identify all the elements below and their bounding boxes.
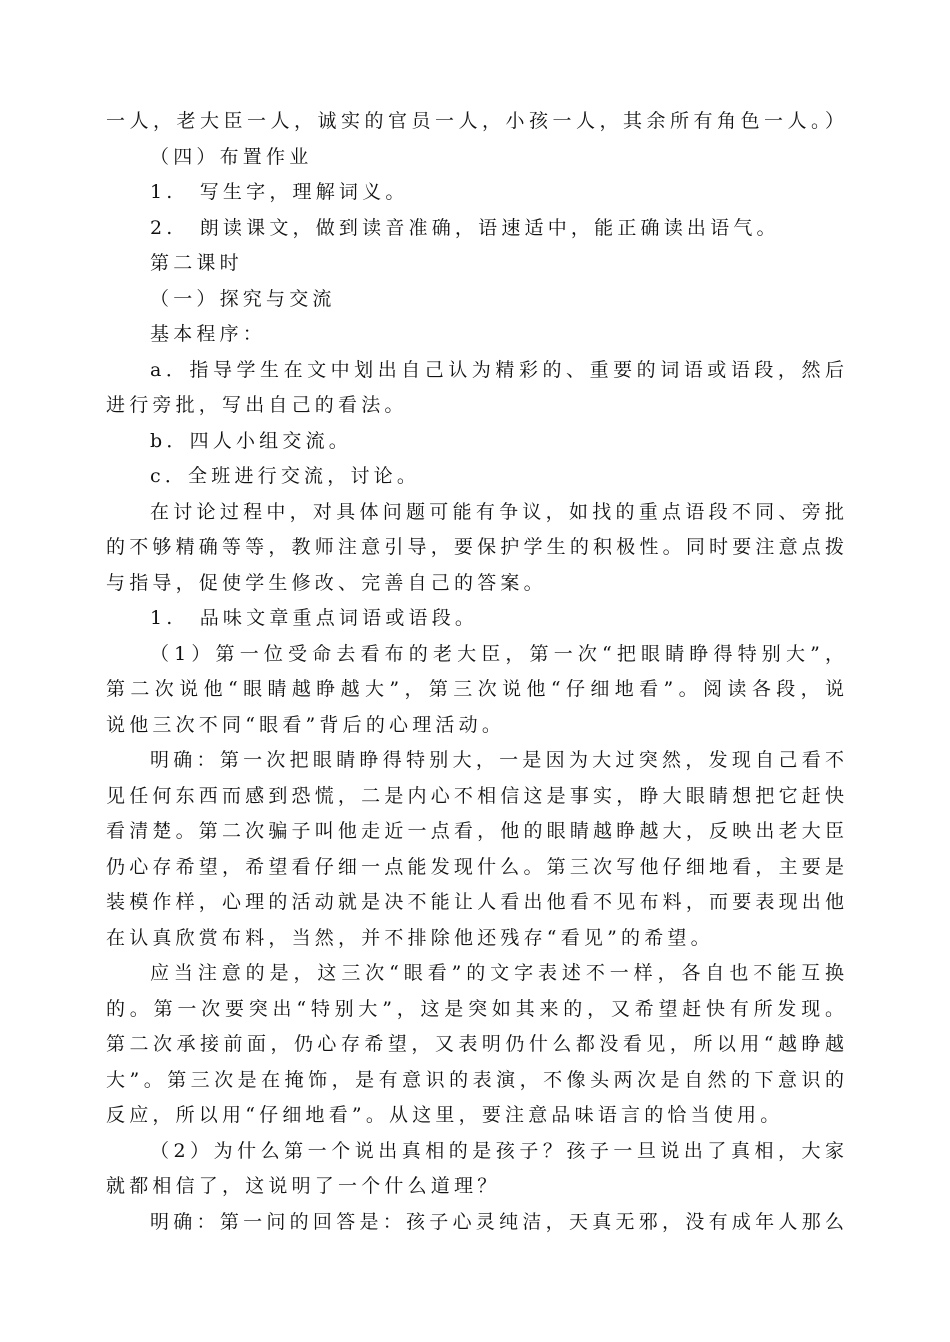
text-line: 基本程序： xyxy=(150,323,267,345)
text-line: 仍心存希望，希望看仔细一点能发现什么。第三次写他仔细地看，主要是 xyxy=(106,855,846,878)
text-line: 2. 朗读课文，做到读音准确，语速适中，能正确读出语气。 xyxy=(150,216,780,239)
text-line: 反应，所以用“仔细地看”。从这里，要注意品味语言的恰当使用。 xyxy=(106,1104,784,1126)
text-line: 在讨论过程中，对具体问题可能有争议，如找的重点语段不同、旁批 xyxy=(150,500,846,523)
text-line: （一）探究与交流 xyxy=(150,287,336,310)
text-line: a．指导学生在文中划出自己认为精彩的、重要的词语或语段，然后 xyxy=(150,358,846,381)
text-line: 大”。第三次是在掩饰，是有意识的表演，不像头两次是自然的下意识的 xyxy=(106,1068,846,1091)
text-line: 进行旁批，写出自己的看法。 xyxy=(106,394,408,416)
text-line: （1）第一位受命去看布的老大臣，第一次“把眼睛睁得特别大”， xyxy=(150,642,846,665)
text-line: c．全班进行交流，讨论。 xyxy=(150,465,421,487)
text-line: 就都相信了，这说明了一个什么道理？ xyxy=(106,1175,501,1197)
text-line: 的不够精确等等，教师注意引导，要保护学生的积极性。同时要注意点拨 xyxy=(106,536,846,558)
text-line: 明确：第一次把眼睛睁得特别大，一是因为大过突然，发现自己看不 xyxy=(150,749,846,771)
text-line: 在认真欣赏布料，当然，并不排除他还残存“看见”的希望。 xyxy=(106,926,714,949)
text-line: 明确：第一问的回答是：孩子心灵纯洁，天真无邪，没有成年人那么 xyxy=(150,1210,846,1233)
text-line: （2）为什么第一个说出真相的是孩子？孩子一旦说出了真相，大家 xyxy=(150,1139,846,1162)
text-line: b．四人小组交流。 xyxy=(150,429,352,452)
text-line: 看清楚。第二次骗子叫他走近一点看，他的眼睛越睁越大，反映出老大臣 xyxy=(106,820,846,842)
text-line: 装模作样，心理的活动就是决不能让人看出他看不见布料，而要表现出他 xyxy=(106,891,846,913)
text-line: 1. 写生字，理解词义。 xyxy=(150,181,409,203)
text-line: 说他三次不同“眼看”背后的心理活动。 xyxy=(106,713,506,736)
text-line: 第二次说他“眼睛越睁越大”，第三次说他“仔细地看”。阅读各段，说 xyxy=(106,678,846,700)
text-line: 的。第一次要突出“特别大”，这是突如其来的，又希望赶快有所发现。 xyxy=(106,997,846,1020)
text-line: （四）布置作业 xyxy=(150,145,313,168)
text-line: 第二课时 xyxy=(150,252,243,274)
text-line: 一人，老大臣一人，诚实的官员一人，小孩一人，其余所有角色一人。） xyxy=(106,110,846,132)
document-body xyxy=(106,104,846,1240)
text-line: 1. 品味文章重点词语或语段。 xyxy=(150,607,479,629)
text-line: 应当注意的是，这三次“眼看”的文字表述不一样，各自也不能互换 xyxy=(150,962,846,984)
text-line: 见任何东西而感到恐慌，二是内心不相信这是事实，睁大眼睛想把它赶快 xyxy=(106,784,846,807)
text-line: 第二次承接前面，仍心存希望，又表明仍什么都没看见，所以用“越睁越 xyxy=(106,1033,846,1055)
text-line: 与指导，促使学生修改、完善自己的答案。 xyxy=(106,571,547,594)
